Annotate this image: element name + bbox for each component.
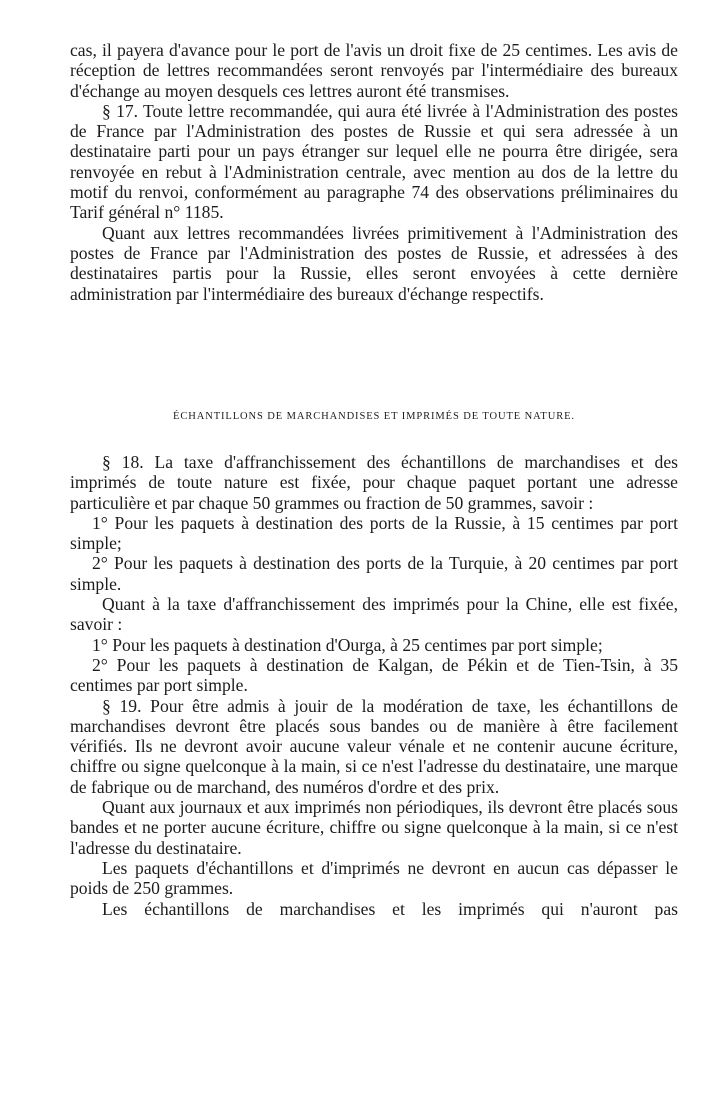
paragraph-chine: Quant à la taxe d'affranchissement des imprimés pour la Chine, elle est fixée, savoir : bbox=[70, 594, 678, 635]
paragraph-lettres-russie: Quant aux lettres recommandées livrées primitivement à l'Administration des postes de France par l'Administration des postes de Russie, et adressées à des destinataires partis pour la Russie, elles seront envoyées à cette dernière administration par l'intermédiaire des bureaux d'échange respectifs. bbox=[70, 222, 678, 304]
list-item-kalgan-pekin-tientsin: 2° Pour les paquets à destination de Kalgan, de Pékin et de Tien-Tsin, à 35 centimes par port simple. bbox=[70, 654, 678, 696]
list-item-ourga: 1° Pour les paquets à destination d'Ourga, à 25 centimes par port simple; bbox=[92, 634, 603, 655]
section-registered-letters bbox=[70, 40, 678, 304]
list-item-turquie: 2° Pour les paquets à destination des ports de la Turquie, à 20 centimes par port simple. bbox=[70, 553, 678, 594]
paragraph-avis-reception: cas, il payera d'avance pour le port de l'avis un droit fixe de 25 centimes. Les avis de réception de lettres recommandées seront renvoyés par l'intermédiaire des bureaux d'échange au moyen desquels ces lettres auront été transmises. bbox=[70, 40, 678, 101]
section-heading: ÉCHANTILLONS DE MARCHANDISES ET IMPRIMÉS DE TOUTE NATURE. bbox=[173, 411, 575, 422]
paragraph-article-18: § 18. La taxe d'affranchissement des échantillons de marchandises et des imprimés de toute nature est fixée, pour chaque paquet portant une adresse particulière et par chaque 50 grammes ou fraction de 50 grammes, savoir : bbox=[70, 452, 678, 513]
list-item-russie: 1° Pour les paquets à destination des ports de la Russie, à 15 centimes par port simple; bbox=[70, 512, 678, 554]
paragraph-continuation: Les échantillons de marchandises et les imprimés qui n'auront pas bbox=[102, 898, 678, 919]
paragraph-poids: Les paquets d'échantillons et d'imprimés ne devront en aucun cas dépasser le poids de 250 grammes. bbox=[70, 857, 678, 899]
section-samples-printed-matter bbox=[70, 452, 678, 919]
paragraph-journaux: Quant aux journaux et aux imprimés non périodiques, ils devront être placés sous bandes et ne porter aucune écriture, chiffre ou signe quelconque à la main, si ce n'est l'adresse du destinataire. bbox=[70, 797, 678, 858]
paragraph-article-17: § 17. Toute lettre recommandée, qui aura été livrée à l'Administration des postes de France par l'Administration des postes de Russie et qui sera adressée à un destinataire parti pour un pays étranger sur lequel elle ne pourra être dirigée, sera renvoyée en rebut à l'Administration centrale, avec mention au dos de la lettre du motif du renvoi, conformément au paragraphe 74 des observations préliminaires du Tarif général n° 1185. bbox=[70, 100, 678, 223]
paragraph-article-19: § 19. Pour être admis à jouir de la modération de taxe, les échantillons de marchandises devront être placés sous bandes ou de manière à être facilement vérifiés. Ils ne devront avoir aucune valeur vénale et ne contenir aucune écriture, chiffre ou signe quelconque à la main, si ce n'est l'adresse du destinataire, une marque de fabrique ou de marchand, des numéros d'ordre et des prix. bbox=[70, 695, 678, 797]
